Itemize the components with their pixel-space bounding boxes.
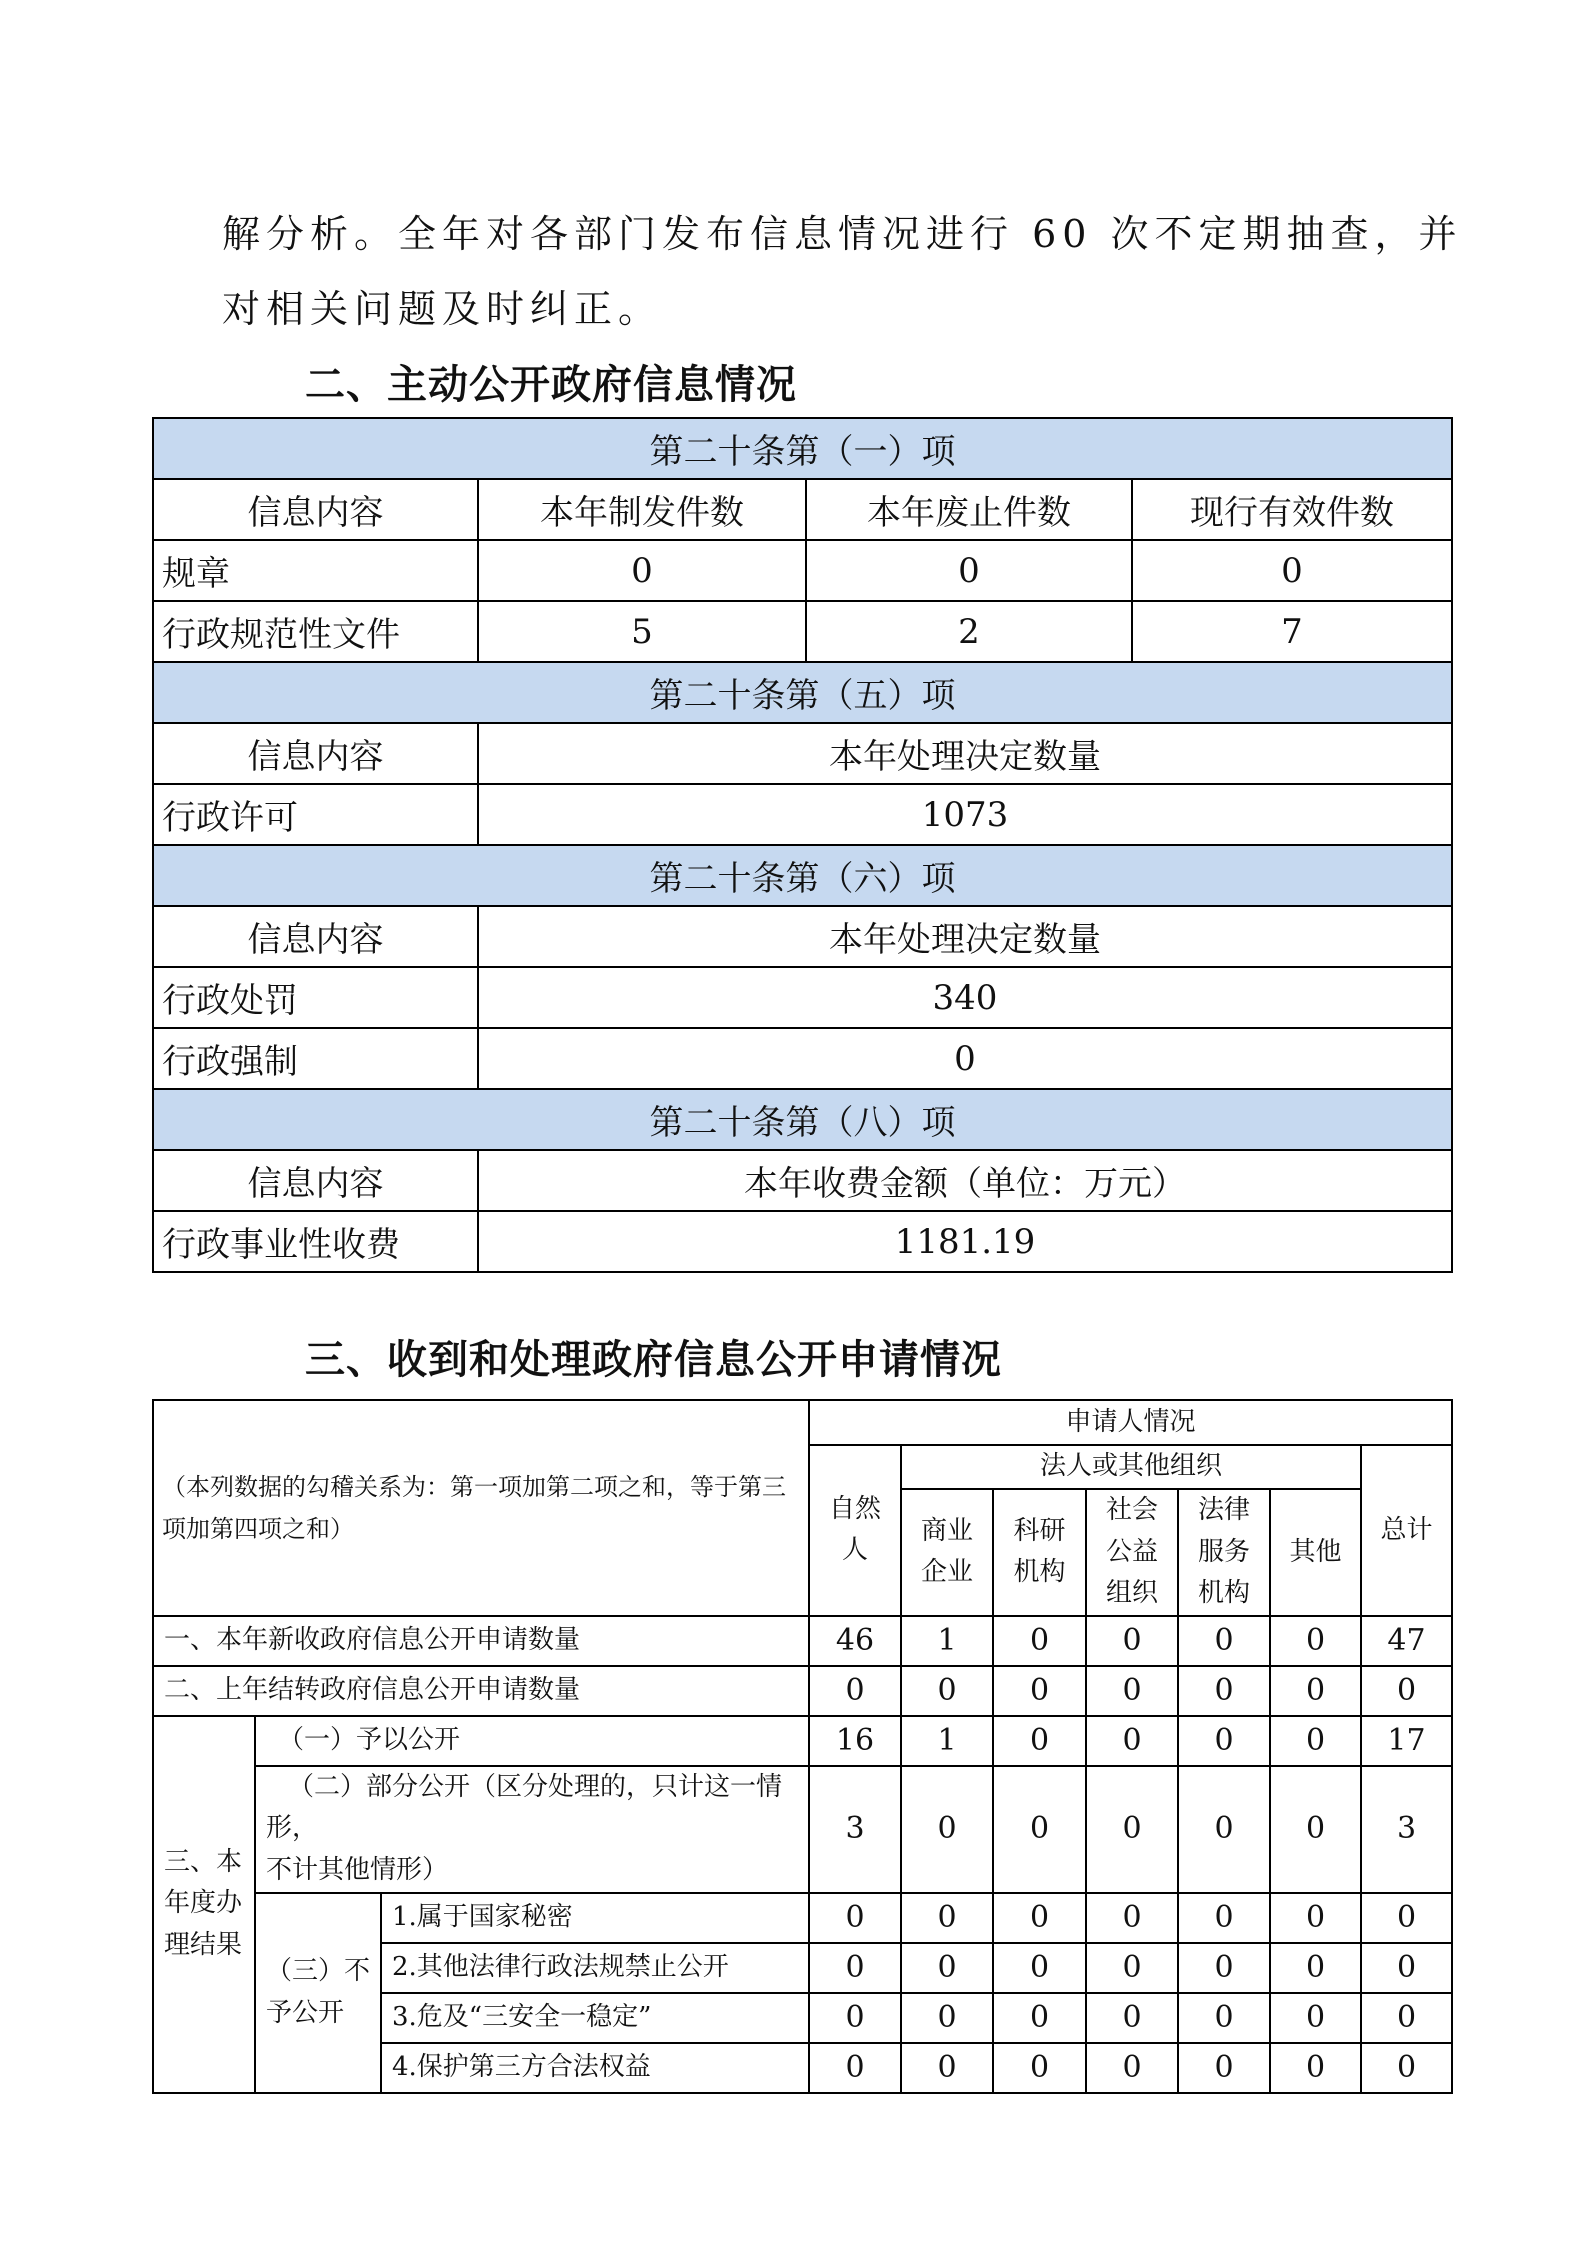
cell-value: 0 [809,2043,901,2093]
col-text: 社会 [1105,1495,1158,1525]
cell-value: 0 [809,1893,901,1943]
cell-value: 46 [809,1616,901,1666]
col-text: 服务 [1197,1536,1250,1567]
cell-value: 0 [993,1716,1086,1766]
col-legal-service [1178,1489,1270,1616]
article-1-column-row [153,479,1452,540]
cell-value: 1 [901,1716,993,1766]
article-5-column-row [153,723,1452,784]
section-2-title: 二、主动公开政府信息情况 [305,362,797,408]
article-8-column-row [153,1150,1452,1211]
cell-value: 0 [809,1993,901,2043]
natural-person-line: 人 [841,1535,868,1566]
row-label: 行政事业性收费 [153,1211,478,1272]
cell-value: 0 [901,1766,993,1893]
header-row-1 [153,1400,1452,1445]
cell-value: 17 [1361,1716,1452,1766]
label-line: 三、本 [164,1846,243,1877]
cell-value: 2 [806,601,1132,662]
cell-value: 0 [993,1893,1086,1943]
cell-value: 0 [1086,1893,1178,1943]
label-line: 予公开 [266,1997,345,2028]
cell-value: 1181.19 [478,1211,1452,1272]
col-text: 企业 [920,1557,973,1588]
col-text: 组织 [1105,1578,1158,1609]
col-info-content: 信息内容 [153,1150,478,1211]
cell-value: 0 [1178,1943,1270,1993]
cell-value: 0 [809,1666,901,1716]
col-info-content: 信息内容 [153,906,478,967]
reconciliation-note: （本列数据的勾稽关系为：第一项加第二项之和，等于第三项加第四项之和） [153,1400,809,1616]
col-issued: 本年制发件数 [478,479,806,540]
col-text: 机构 [1013,1557,1066,1588]
cell-value: 5 [478,601,806,662]
article-5-heading: 第二十条第（五）项 [153,662,1452,723]
col-natural-person [809,1445,901,1616]
row-granted [153,1716,1452,1766]
col-decisions: 本年处理决定数量 [478,723,1452,784]
cell-value: 0 [1361,1943,1452,1993]
row-label: 1.属于国家秘密 [381,1893,809,1943]
cell-value: 1073 [478,784,1452,845]
cell-value: 0 [1270,1993,1361,2043]
cell-value: 0 [1270,1943,1361,1993]
col-total: 总计 [1361,1445,1452,1616]
cell-value: 0 [1270,1666,1361,1716]
cell-value: 0 [478,540,806,601]
cell-value: 0 [478,1028,1452,1089]
cell-value: 0 [901,1993,993,2043]
cell-value: 0 [993,1666,1086,1716]
label-line: （三）不 [266,1955,371,1986]
cell-value: 0 [993,2043,1086,2093]
cell-value: 0 [1270,2043,1361,2093]
cell-value: 0 [993,1993,1086,2043]
row-partial [153,1766,1452,1893]
col-in-force: 现行有效件数 [1132,479,1452,540]
table-row [153,601,1452,662]
row-label [255,1766,809,1893]
table-row [153,1028,1452,1089]
article-6-heading: 第二十条第（六）项 [153,845,1452,906]
cell-value: 7 [1132,601,1452,662]
cell-value: 0 [1361,1666,1452,1716]
row-label: （一）予以公开 [255,1716,809,1766]
cell-value: 47 [1361,1616,1452,1666]
label-line: 年度办 [164,1888,243,1919]
col-decisions: 本年处理决定数量 [478,906,1452,967]
row-label: 行政许可 [153,784,478,845]
cell-value: 0 [1270,1616,1361,1666]
col-text: 科研 [1013,1515,1066,1546]
intro-line-1: 解分析。全年对各部门发布信息情况进行 60 次不定期抽查，并 [222,212,1463,256]
table-row [153,784,1452,845]
row-label: 3.危及“三安全一稳定” [381,1993,809,2043]
cell-value: 0 [1178,2043,1270,2093]
cell-value: 16 [809,1716,901,1766]
cell-value: 0 [1178,1766,1270,1893]
natural-person-line: 自然 [828,1493,881,1524]
table-row [153,540,1452,601]
intro-line-2: 对相关问题及时纠正。 [222,287,663,331]
cell-value: 0 [901,2043,993,2093]
row-new-applications [153,1616,1452,1666]
col-text: 机构 [1197,1578,1250,1609]
col-commercial [901,1489,993,1616]
cell-value: 0 [1086,2043,1178,2093]
row-label: 一、本年新收政府信息公开申请数量 [153,1616,809,1666]
col-info-content: 信息内容 [153,479,478,540]
label-line: 不计其他情形） [266,1854,449,1885]
article-8-heading: 第二十条第（八）项 [153,1089,1452,1150]
col-fee-amount: 本年收费金额（单位：万元） [478,1150,1452,1211]
row-label: 行政强制 [153,1028,478,1089]
cell-value: 0 [1132,540,1452,601]
proactive-disclosure-table [152,417,1453,1273]
article-5-header-row [153,662,1452,723]
cell-value: 0 [1361,2043,1452,2093]
row-label: 行政处罚 [153,967,478,1028]
application-table [152,1399,1453,2094]
row-label: 规章 [153,540,478,601]
cell-value: 0 [1178,1716,1270,1766]
cell-value: 0 [993,1943,1086,1993]
cell-value: 0 [901,1943,993,1993]
col-abolished: 本年废止件数 [806,479,1132,540]
col-text: 法律 [1197,1495,1250,1525]
cell-value: 0 [1086,1943,1178,1993]
cell-value: 0 [1086,1716,1178,1766]
article-6-column-row [153,906,1452,967]
applicant-header: 申请人情况 [809,1400,1452,1445]
cell-value: 0 [993,1766,1086,1893]
cell-value: 3 [809,1766,901,1893]
cell-value: 0 [1178,1666,1270,1716]
result-group-label [153,1716,255,2093]
col-social-welfare [1086,1489,1178,1616]
row-not-open-1 [153,1893,1452,1943]
article-6-header-row [153,845,1452,906]
article-1-heading: 第二十条第（一）项 [153,418,1452,479]
row-label: 2.其他法律行政法规禁止公开 [381,1943,809,1993]
row-label: 二、上年结转政府信息公开申请数量 [153,1666,809,1716]
cell-value: 0 [901,1666,993,1716]
col-other [1270,1489,1361,1616]
article-1-header-row [153,418,1452,479]
not-open-group-label [255,1893,381,2093]
article-8-header-row [153,1089,1452,1150]
cell-value: 340 [478,967,1452,1028]
row-label: 行政规范性文件 [153,601,478,662]
cell-value: 0 [1361,1893,1452,1943]
section-3-title: 三、收到和处理政府信息公开申请情况 [305,1337,1002,1383]
cell-value: 0 [1270,1716,1361,1766]
col-info-content: 信息内容 [153,723,478,784]
row-carried-over [153,1666,1452,1716]
col-research [993,1489,1086,1616]
legal-entity-header: 法人或其他组织 [901,1445,1361,1489]
cell-value: 0 [901,1893,993,1943]
cell-value: 0 [1086,1616,1178,1666]
row-label: 4.保护第三方合法权益 [381,2043,809,2093]
cell-value: 0 [1178,1893,1270,1943]
cell-value: 0 [993,1616,1086,1666]
table-row [153,1211,1452,1272]
cell-value: 1 [901,1616,993,1666]
cell-value: 0 [1270,1766,1361,1893]
cell-value: 0 [806,540,1132,601]
cell-value: 0 [1086,1993,1178,2043]
col-text: 商业 [920,1515,973,1546]
cell-value: 0 [1086,1766,1178,1893]
table-row [153,967,1452,1028]
cell-value: 0 [1270,1893,1361,1943]
cell-value: 0 [1086,1666,1178,1716]
cell-value: 0 [809,1943,901,1993]
label-line: 理结果 [164,1929,243,1960]
col-text: 公益 [1105,1536,1158,1567]
label-line: （二）部分公开（区分处理的，只计这一情形， [266,1771,783,1844]
cell-value: 3 [1361,1766,1452,1893]
cell-value: 0 [1178,1616,1270,1666]
cell-value: 0 [1361,1993,1452,2043]
col-text: 其他 [1289,1536,1342,1567]
cell-value: 0 [1178,1993,1270,2043]
